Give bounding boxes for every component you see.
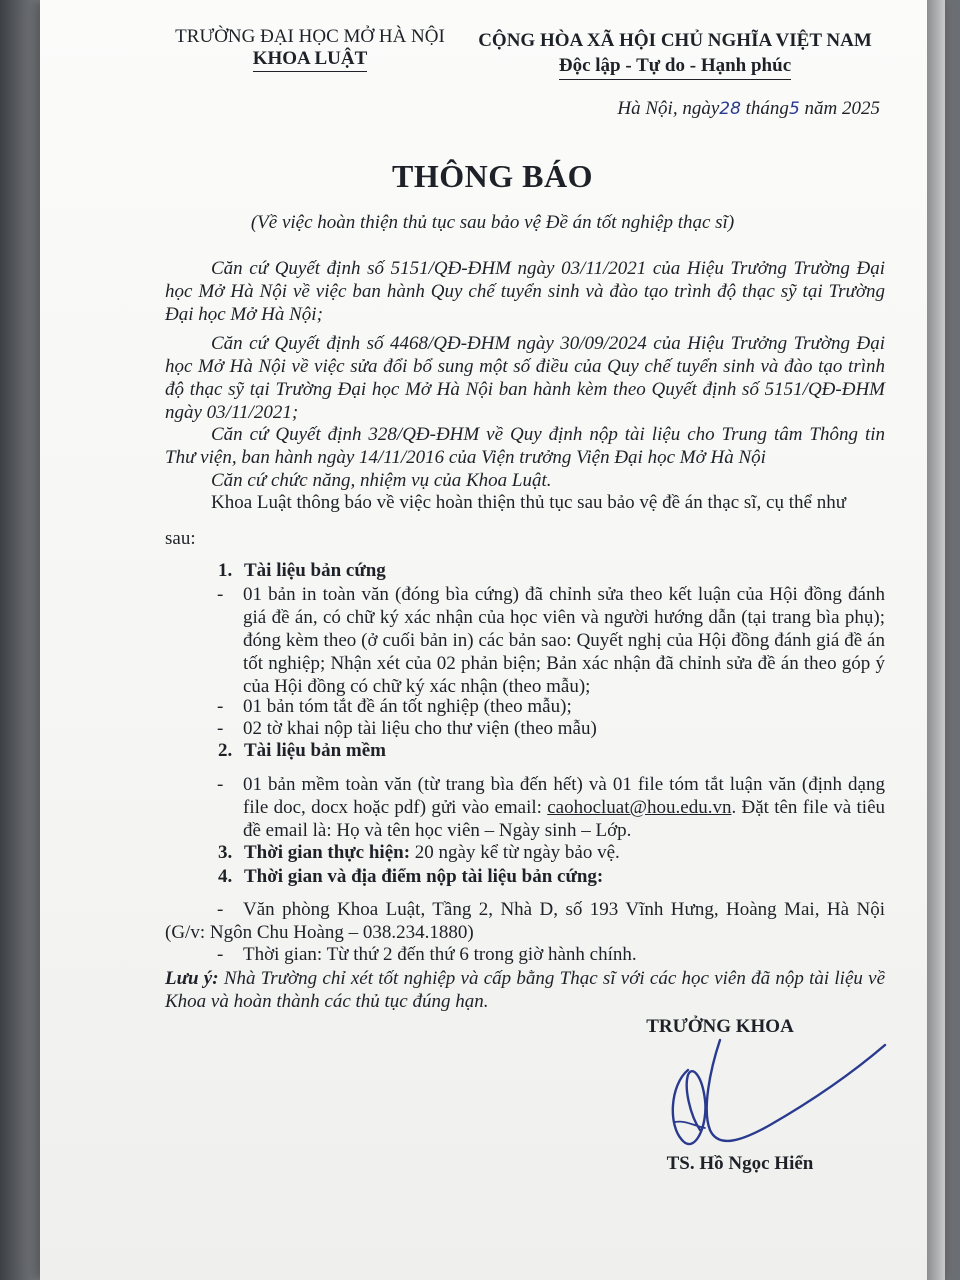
section-2-item-1: - 01 bản mềm toàn văn (từ trang bìa đến hết) và 01 file tóm tắt luận văn (định dạng file doc, docx hoặc pdf) gửi vào email: caohocluat@hou.edu.vn. Đặt tên file và tiêu đề email là: Họ và tên học viên – Ngày sinh – Lớp. (217, 774, 886, 841)
legal-basis-1: Căn cứ Quyết định số 5151/QĐ-ĐHM ngày 03/11/2021 của Hiệu Trưởng Trường Đại học Mở Hà Nội về việc ban hành Quy chế tuyển sinh và đào tạo trình độ thạc sỹ tại Trường Đại học Mở Hà Nội; (165, 258, 885, 325)
section-1-item-2: - 01 bản tóm tắt đề án tốt nghiệp (theo mẫu); (217, 696, 572, 717)
note-text: Nhà Trường chỉ xét tốt nghiệp và cấp bằng Thạc sĩ với các học viên đã nộp tài liệu về Khoa và hoàn thành các thủ tục đúng hạn. (165, 968, 885, 1012)
university-name: TRƯỜNG ĐẠI HỌC MỞ HÀ NỘI (175, 26, 445, 47)
legal-basis-2: Căn cứ Quyết định số 4468/QĐ-ĐHM ngày 30/09/2024 của Hiệu Trưởng Trường Đại học Mở Hà Nội về việc sửa đổi bổ sung một số điều của Quy chế tuyển sinh và đào tạo trình độ thạc sỹ tại Trường Đại học Mở Hà Nội ban hành kèm theo Quyết định số 5151/QĐ-ĐHM ngày 03/11/2021; (165, 333, 885, 423)
faculty-name: KHOA LUẬT (253, 48, 368, 72)
intro-text: Khoa Luật thông báo về việc hoàn thiện thủ tục sau bảo vệ đề án thạc sĩ, cụ thể như (211, 492, 846, 513)
intro-text-cont: sau: (165, 528, 196, 549)
section-3-heading: Thời gian thực hiện: (244, 842, 411, 863)
legal-basis-4: Căn cứ chức năng, nhiệm vụ của Khoa Luật. (211, 470, 552, 491)
date-month-handwritten: 5 (788, 99, 800, 119)
issue-date: Hà Nội, ngày28 tháng5 năm 2025 (617, 98, 880, 119)
section-3: 3. Thời gian thực hiện: 20 ngày kể từ ngày bảo vệ. (218, 842, 620, 863)
issuer-header (165, 26, 455, 72)
handwritten-signature (660, 1030, 900, 1160)
section-1-heading: 1. Tài liệu bản cứng (218, 560, 386, 581)
section-4-heading: 4. Thời gian và địa điểm nộp tài liệu bản cứng: (218, 866, 604, 887)
date-day-handwritten: 28 (719, 99, 741, 119)
section-3-text: 20 ngày kể từ ngày bảo vệ. (410, 842, 620, 863)
nation-name: CỘNG HÒA XÃ HỘI CHỦ NGHĨA VIỆT NAM (478, 30, 872, 51)
section-1-item-3: - 02 tờ khai nộp tài liệu cho thư viện (theo mẫu) (217, 718, 597, 739)
contact-email-link[interactable]: caohocluat@hou.edu.vn (547, 797, 732, 818)
section-2-heading: 2. Tài liệu bản mềm (218, 740, 386, 761)
note (165, 967, 885, 1013)
document-subtitle: (Về việc hoàn thiện thủ tục sau bảo vệ Đề án tốt nghiệp thạc sĩ) (250, 212, 735, 233)
section-4-item-2: - Thời gian: Từ thứ 2 đến thứ 6 trong giờ hành chính. (217, 944, 637, 965)
section-1-item-1: - 01 bản in toàn văn (đóng bìa cứng) đã chỉnh sửa theo kết luận của Hội đồng đánh giá đề án, có chữ ký xác nhận của học viên và người hướng dẫn (tại trang bìa phụ); đóng kèm theo (ở cuối bản in) các bản sao: Quyết nghị của Hội đồng đánh giá đề án tốt nghiệp; Nhận xét của 02 phản biện; Bản xác nhận đã chỉnh sửa đề án theo góp ý của Hội đồng có chữ ký xác nhận (theo mẫu); (217, 584, 885, 697)
document-title: THÔNG BÁO (392, 158, 593, 194)
national-header (470, 28, 880, 80)
national-motto: Độc lập - Tự do - Hạnh phúc (559, 53, 791, 80)
signer-title: TRƯỞNG KHOA (646, 1016, 794, 1037)
legal-basis-3: Căn cứ Quyết định 328/QĐ-ĐHM về Quy định nộp tài liệu cho Trung tâm Thông tin Thư viện, ban hành ngày 14/11/2016 của Viện trưởng Viện Đại học Mở Hà Nội (165, 424, 885, 468)
section-4-item-1: - Văn phòng Khoa Luật, Tầng 2, Nhà D, số 193 Vĩnh Hưng, Hoàng Mai, Hà Nội (G/v: Ngôn Chu Hoàng – 038.234.1880) (165, 899, 885, 943)
note-label: Lưu ý: (165, 968, 219, 989)
signer-name: TS. Hồ Ngọc Hiển (666, 1153, 814, 1174)
